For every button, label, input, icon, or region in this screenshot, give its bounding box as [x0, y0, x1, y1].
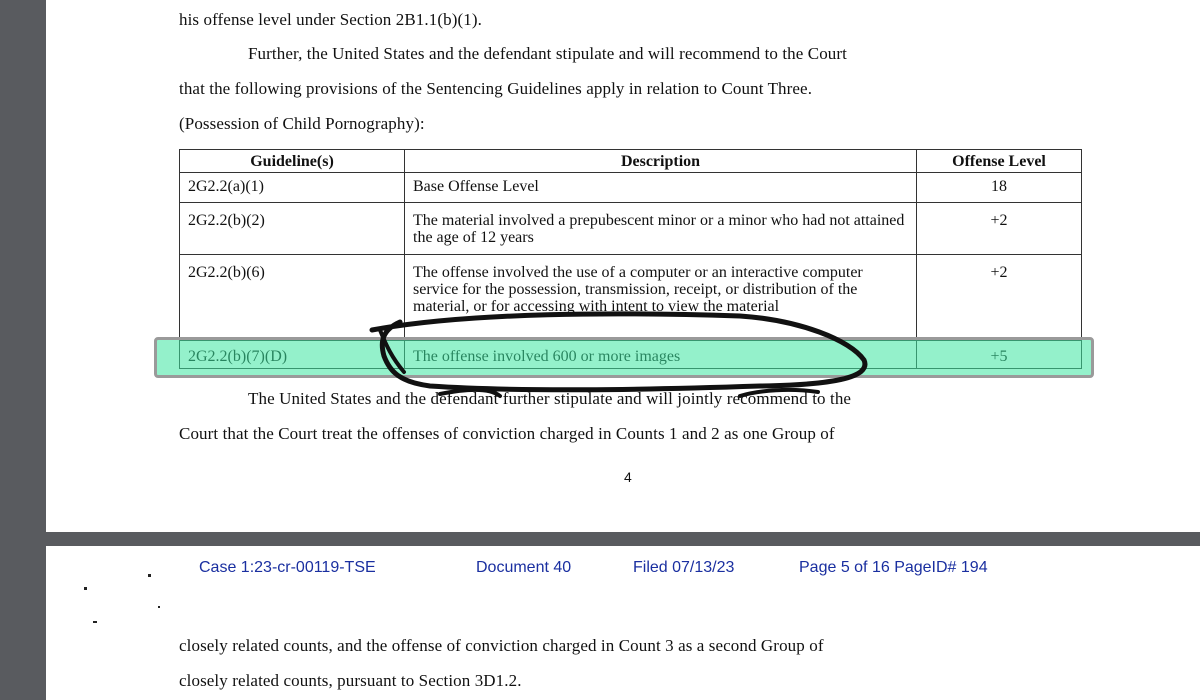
row-guideline: 2G2.2(b)(2) — [180, 203, 405, 255]
filed-date: Filed 07/13/23 — [633, 559, 735, 576]
viewer-left-bar — [0, 0, 46, 700]
speck — [84, 587, 87, 590]
page2-line-2: closely related counts, pursuant to Section 3D1.2. — [179, 671, 522, 690]
body-line-5: The United States and the defendant further stipulate and will jointly recommend to the — [248, 389, 852, 408]
table-row — [180, 203, 1082, 255]
case-number: Case 1:23-cr-00119-TSE — [199, 559, 376, 576]
body-line-4: (Possession of Child Pornography): — [179, 114, 425, 133]
page-id: Page 5 of 16 PageID# 194 — [799, 559, 988, 576]
row-description: Base Offense Level — [405, 173, 917, 203]
row-description: The offense involved the use of a computer or an interactive computer service for the possession, transmission, receipt, or distribution of the material, or for accessing with intent to view the material — [405, 255, 917, 341]
row-highlight-overlay — [154, 337, 1094, 378]
guidelines-table — [179, 149, 1082, 369]
table-row — [180, 255, 1082, 341]
table-row — [180, 173, 1082, 203]
speck — [158, 606, 160, 608]
header-offense-level: Offense Level — [917, 150, 1082, 173]
row-description: The material involved a prepubescent minor or a minor who had not attained the age of 12 years — [405, 203, 917, 255]
body-line-3: that the following provisions of the Sentencing Guidelines apply in relation to Count Three. — [179, 79, 813, 98]
page2-line-1: closely related counts, and the offense of conviction charged in Count 3 as a second Group of — [179, 636, 824, 655]
document-number: Document 40 — [476, 559, 572, 576]
row-guideline: 2G2.2(b)(6) — [180, 255, 405, 341]
row-level: +2 — [917, 203, 1082, 255]
speck — [93, 621, 97, 623]
page-number: 4 — [624, 469, 632, 485]
speck — [148, 574, 151, 577]
page-separator — [46, 532, 1200, 546]
body-line-2: Further, the United States and the defendant stipulate and will recommend to the Court — [248, 44, 847, 63]
header-guideline: Guideline(s) — [180, 150, 405, 173]
row-level: 18 — [917, 173, 1082, 203]
body-line-1: his offense level under Section 2B1.1(b)(1). — [179, 10, 482, 29]
header-description: Description — [405, 150, 917, 173]
body-line-6: Court that the Court treat the offenses of conviction charged in Counts 1 and 2 as one Group of — [179, 424, 835, 443]
table-header-row — [180, 150, 1082, 173]
row-guideline: 2G2.2(a)(1) — [180, 173, 405, 203]
row-level: +2 — [917, 255, 1082, 341]
